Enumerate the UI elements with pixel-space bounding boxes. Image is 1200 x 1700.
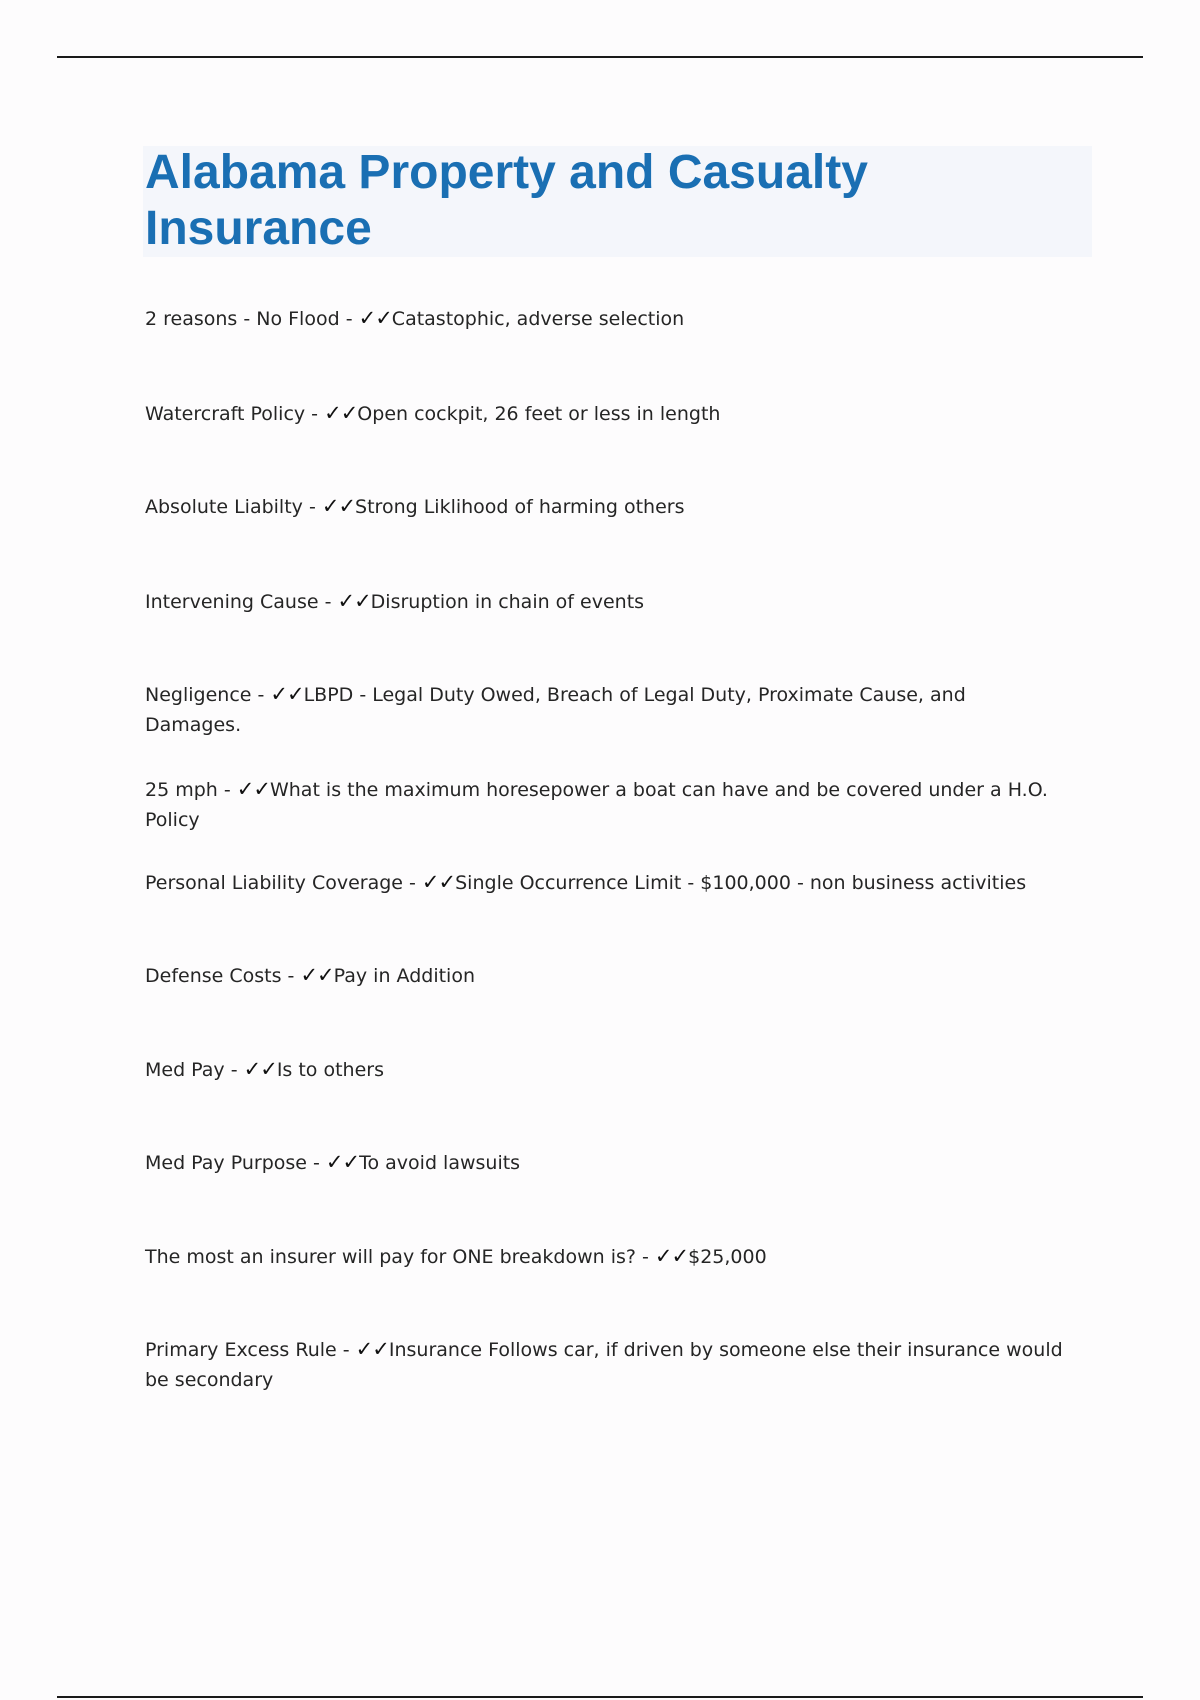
list-item [145, 398, 1065, 429]
page-title: Alabama Property and Casualty Insurance [145, 146, 868, 255]
list-item [145, 586, 1065, 617]
double-check-icon: ✓✓ [337, 589, 371, 613]
entry-definition: Disruption in chain of events [370, 591, 645, 613]
entry-definition: To avoid lawsuits [359, 1152, 521, 1174]
double-check-icon: ✓✓ [324, 401, 358, 425]
double-check-icon: ✓✓ [300, 963, 334, 987]
double-check-icon: ✓✓ [358, 306, 392, 330]
entry-definition: Is to others [276, 1059, 384, 1081]
list-item [145, 1334, 1065, 1395]
entry-definition: Strong Liklihood of harming others [355, 496, 685, 518]
top-rule [57, 56, 1143, 58]
entry-definition: Catastophic, adverse selection [391, 308, 685, 330]
list-item [145, 867, 1065, 898]
entry-term: Watercraft Policy - [145, 403, 325, 425]
double-check-icon: ✓✓ [421, 870, 456, 894]
entry-term: Intervening Cause - [145, 591, 338, 613]
entry-definition: $25,000 [688, 1246, 767, 1268]
list-item [145, 1241, 1065, 1272]
entry-term: Med Pay - [145, 1059, 244, 1081]
double-check-icon: ✓✓ [355, 1337, 389, 1361]
double-check-icon: ✓✓ [325, 1150, 360, 1174]
list-item [145, 1054, 1065, 1085]
list-item [145, 679, 1065, 740]
entry-term: Defense Costs - [145, 965, 301, 987]
list-item [145, 491, 1065, 522]
entry-definition: LBPD - Legal Duty Owed, Breach of Legal Duty, Proximate Cause, and Damages. [145, 684, 966, 736]
entry-definition: Single Occurrence Limit - $100,000 - non business activities [455, 872, 1027, 894]
list-item [145, 774, 1065, 835]
bottom-rule [57, 1696, 1143, 1698]
entry-definition: Pay in Addition [333, 965, 476, 987]
entry-term: 25 mph - [145, 779, 237, 801]
entry-term: Primary Excess Rule - [145, 1339, 356, 1361]
entry-definition: Insurance Follows car, if driven by someone else their insurance would be secondary [145, 1339, 1063, 1391]
entry-definition: Open cockpit, 26 feet or less in length [357, 403, 721, 425]
list-item [145, 1147, 1065, 1178]
entry-term: 2 reasons - No Flood - [145, 308, 359, 330]
entry-term: Med Pay Purpose - [145, 1152, 326, 1174]
double-check-icon: ✓✓ [270, 682, 304, 706]
entry-term: Personal Liability Coverage - [145, 872, 422, 894]
entry-term: The most an insurer will pay for ONE breakdown is? - [145, 1246, 655, 1268]
entry-definition: What is the maximum horesepower a boat can have and be covered under a H.O. Policy [145, 779, 1048, 831]
double-check-icon: ✓✓ [654, 1244, 689, 1268]
list-item [145, 303, 1065, 334]
double-check-icon: ✓✓ [243, 1057, 277, 1081]
entry-term: Absolute Liabilty - [145, 496, 322, 518]
list-item [145, 960, 1065, 991]
entry-term: Negligence - [145, 684, 271, 706]
double-check-icon: ✓✓ [321, 494, 356, 518]
double-check-icon: ✓✓ [236, 777, 270, 801]
